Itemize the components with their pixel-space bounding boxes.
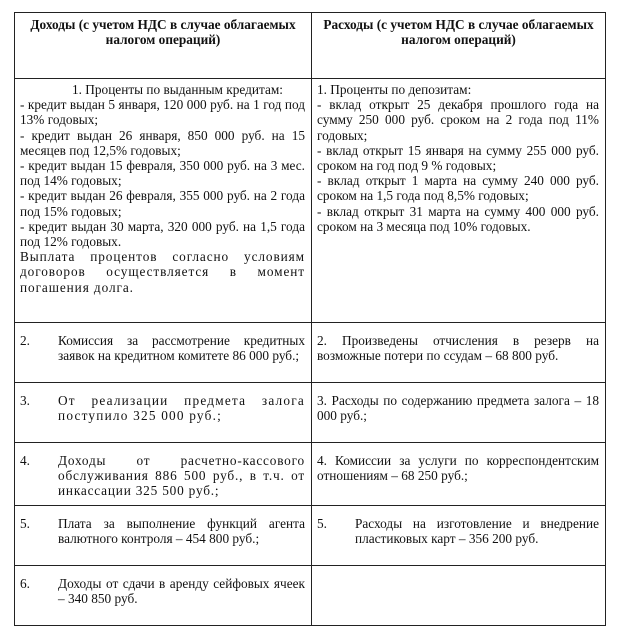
table-row <box>15 443 606 506</box>
table-row <box>15 323 606 383</box>
expense-item-3-cell <box>312 383 606 443</box>
income-item-1-heading: 1. Проценты по выданным кредитам: <box>72 82 283 97</box>
expense-item-1-line: - вклад открыт 25 декабря прошлого года на сумму 250 000 руб. сроком на 2 года под 11% годовых; <box>317 97 599 143</box>
income-item-5 <box>20 516 305 546</box>
income-expense-table <box>14 12 606 626</box>
income-item-4-text: Доходы от расчетно-кассового обслуживания 886 500 руб., в т.ч. от инкассации 325 500 руб.; <box>58 453 305 499</box>
income-item-4-cell <box>15 443 312 506</box>
expense-item-1-heading: 1. Проценты по депозитам: <box>317 82 472 97</box>
income-item-6 <box>20 576 305 606</box>
income-column-header <box>15 13 312 79</box>
income-item-1-line: - кредит выдан 15 февраля, 350 000 руб. на 3 мес. под 14% годовых; <box>20 158 305 189</box>
income-item-6-text: Доходы от сдачи в аренду сейфовых ячеек – 340 850 руб. <box>58 575 305 606</box>
expense-item-1-line: - вклад открыт 31 марта на сумму 400 000 руб. сроком на 3 месяца под 10% годовых. <box>317 203 599 234</box>
expense-item-4-cell <box>312 443 606 506</box>
income-item-1-note: Выплата процентов согласно условиям договоров осуществляется в момент погашения долга. <box>20 249 305 295</box>
expense-item-5-text: Расходы на изготовление и внедрение пластиковых карт – 356 200 руб. <box>355 515 599 546</box>
income-item-1-line: - кредит выдан 5 января, 120 000 руб. на 1 год под 13% годовых; <box>20 97 305 128</box>
expense-item-1-line: - вклад открыт 15 января на сумму 255 000 руб. сроком на год под 9 % годовых; <box>317 142 599 174</box>
income-item-3-number: 3. <box>20 393 30 408</box>
table-row <box>15 565 606 625</box>
income-item-1-line: - кредит выдан 30 марта, 320 000 руб. на 1,5 года под 12% годовых. <box>20 218 305 250</box>
income-item-6-number: 6. <box>20 575 30 591</box>
income-item-5-cell <box>15 505 312 565</box>
income-item-2-cell <box>15 323 312 383</box>
income-item-6-cell <box>15 565 312 625</box>
income-item-2-text: Комиссия за рассмотрение кредитных заявок на кредитном комитете 86 000 руб.; <box>58 333 305 364</box>
income-header-line-2: налогом операций) <box>105 32 221 48</box>
expense-item-4-text: 4. Комиссии за услуги по корреспондентским отношениям – 68 250 руб.; <box>317 453 599 484</box>
income-item-3 <box>20 393 305 423</box>
income-header-line-1: Доходы (с учетом НДС в случае облагаемых <box>30 17 296 32</box>
expense-item-5-number: 5. <box>317 515 327 531</box>
table-header-row <box>15 13 606 79</box>
income-item-2-number: 2. <box>20 333 30 348</box>
expense-item-3-text: 3. Расходы по содержанию предмета залога – 18 000 руб.; <box>317 393 599 424</box>
expense-header-line-1: Расходы (с учетом НДС в случае облагаемых <box>323 17 594 32</box>
expense-item-5-cell <box>312 505 606 565</box>
table-row <box>15 79 606 323</box>
expense-column-header <box>312 13 606 79</box>
expense-item-1-line: - вклад открыт 1 марта на сумму 240 000 руб. сроком на 1,5 года под 8,5% годовых; <box>317 173 599 204</box>
expense-item-5 <box>317 516 599 546</box>
table-row <box>15 383 606 443</box>
expense-item-1-cell <box>312 79 606 323</box>
expense-item-2-cell <box>312 323 606 383</box>
expense-item-6-cell <box>312 565 606 625</box>
income-item-4-number: 4. <box>20 453 30 468</box>
income-item-1-line: - кредит выдан 26 февраля, 355 000 руб. на 2 года под 15% годовых; <box>20 188 305 219</box>
income-item-5-text: Плата за выполнение функций агента валютного контроля – 454 800 руб.; <box>58 515 305 546</box>
income-item-4 <box>20 453 305 499</box>
income-item-5-number: 5. <box>20 515 30 531</box>
income-item-3-cell <box>15 383 312 443</box>
expense-header-line-2: налогом операций) <box>401 32 516 48</box>
table-row <box>15 505 606 565</box>
expense-item-2-text: 2. Произведены отчисления в резерв на возможные потери по ссудам – 68 800 руб. <box>317 333 599 364</box>
income-item-2 <box>20 333 305 363</box>
income-item-3-text: От реализации предмета залога поступило 325 000 руб.; <box>58 393 305 424</box>
income-item-1-cell <box>15 79 312 323</box>
income-item-1-line: - кредит выдан 26 января, 850 000 руб. на 15 месяцев под 12,5% годовых; <box>20 127 305 158</box>
